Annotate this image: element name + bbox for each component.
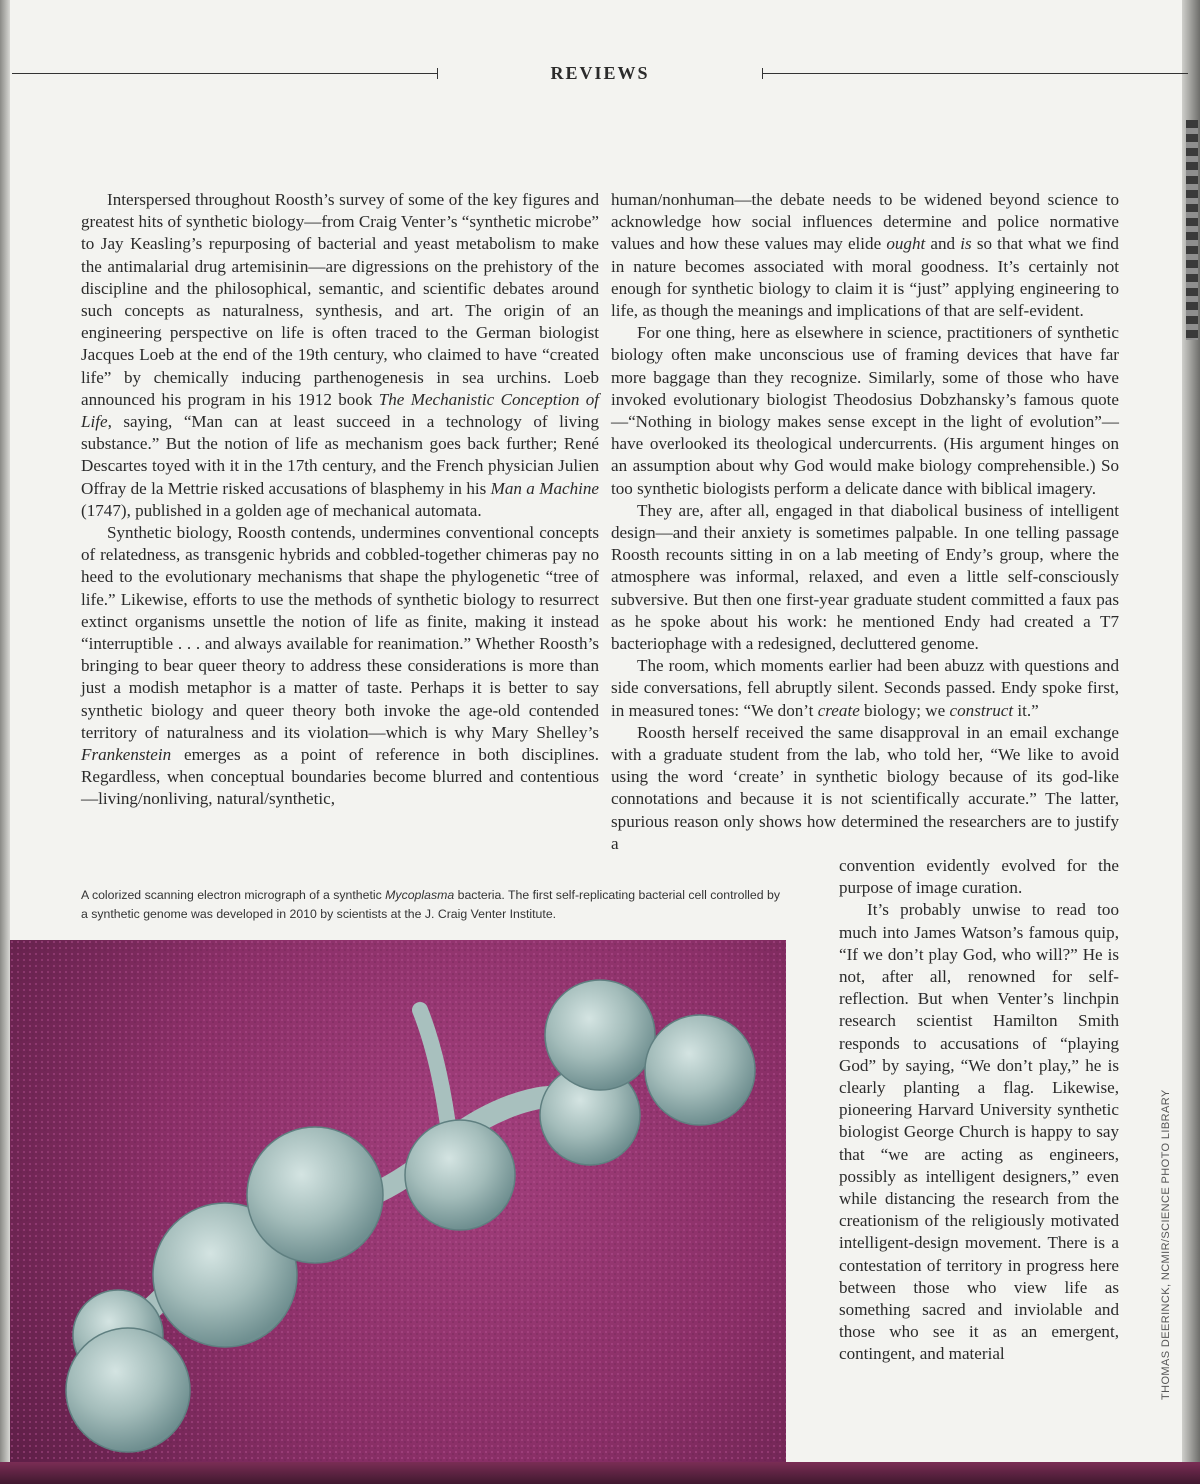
paragraph <box>611 189 1119 322</box>
book-title: Frankenstein <box>81 745 172 765</box>
micrograph-image <box>10 940 786 1462</box>
text-run: Synthetic biology, Roosth contends, undermines conventional concepts of relatedness, as transgenic hybrids and cobbled-together chimeras pay no heed to the evolutionary mechanisms that shape the phylogenetic “tree of life.” Likewise, efforts to use the methods of synthetic biology to resurrect extinct organisms unsettle the notion of life as finite, making it instead “interruptible . . . and always available for reanimation.” Whether Roosth’s bringing to bear queer theory to address these considerations is more than just a modish metaphor is a matter of taste. Perhaps it is better to say synthetic biology and queer theory both invoke the age-old contended territory of naturalness and its violation—which is why Mary Shelley’s <box>81 523 599 742</box>
bacterial-cell <box>645 1015 755 1125</box>
photo-credit: THOMAS DEERINCK, NCMIR/SCIENCE PHOTO LIBRARY <box>1160 1089 1172 1400</box>
text-run: , saying, “Man can at least succeed in a technology of living substance.” But the notion of life as mechanism goes back further; René Descartes toyed with it in the 17th century, and the French physician Julien Offray de la Mettrie risked accusations of blasphemy in his <box>81 412 599 498</box>
micrograph-illustration <box>10 940 786 1462</box>
figure-caption <box>81 886 781 924</box>
text-run: emerges as a point of reference in both disciplines. Regardless, when conceptual boundaries become blurred and contentious—living/nonliving, natural/synthetic, <box>81 745 599 809</box>
paragraph: For one thing, here as elsewhere in science, practitioners of synthetic biology often make unconscious use of framing devices that have far more baggage than they recognize. Similarly, some of those who have invoked evolutionary biologist Theodosius Dobzhansky’s famous quote—“Nothing in biology makes sense except in the light of evolution”—have overlooked its theological undercurrents. (His argument hinges on an assumption about why God would make biology comprehensible.) So too synthetic biologists perform a delicate dance with biblical imagery. <box>611 323 1119 498</box>
header-rule-right <box>762 73 1188 74</box>
column-narrow <box>839 855 1119 1366</box>
column-left <box>81 189 599 811</box>
text-run: bacteria. The first self-replicating bacterial cell controlled by a synthetic genome was developed in 2010 by scientists at the J. Craig Venter Institute. <box>81 888 780 921</box>
bacterial-cell <box>405 1120 515 1230</box>
page-edge-right <box>1182 0 1200 1484</box>
emphasis: is <box>960 234 972 254</box>
paragraph <box>611 655 1119 722</box>
emphasis: ought <box>886 234 926 254</box>
paragraph <box>81 189 599 522</box>
bacterial-cell <box>66 1328 190 1452</box>
paragraph: It’s probably unwise to read too much into James Watson’s famous quip, “If we don’t play God, who will?” He is not, after all, renowned for self-reflection. But when Venter’s linchpin research scientist Hamilton Smith responds to accusations of “playing God” by saying, “We don’t play,” he is clearly planting a flag. Likewise, pioneering Harvard University synthetic biologist George Church is happy to say that “we are acting as engineers, possibly as intelligent designers,” even while distancing the research from the creationism of the religiously motivated intelligent-design movement. There is a contestation of territory in progress here between those who view life as something sacred and inviolable and those who see it as an emergent, contingent, and material <box>839 900 1119 1364</box>
bacterial-cell <box>545 980 655 1090</box>
emphasis: construct <box>949 700 1014 720</box>
paragraph: Roosth herself received the same disapproval in an email exchange with a graduate student from the lab, who told her, “We like to avoid using the word ‘create’ in synthetic biology because of its god-like connotations and because it is not scientifically accurate.” The latter, spurious reason only shows how determined the researchers are to justify a <box>611 722 1119 853</box>
page-edge-left <box>0 0 10 1484</box>
text-run: A colorized scanning electron micrograph of a synthetic <box>81 888 386 902</box>
adjacent-page-strip <box>1186 120 1198 340</box>
header-rule-left <box>12 73 438 74</box>
paragraph: They are, after all, engaged in that diabolical business of intelligent design—and their anxiety is sometimes palpable. In one telling passage Roosth recounts sitting in on a lab meeting of Endy’s group, where the atmosphere was informal, relaxed, and even a little self-consciously subversive. But then one first-year graduate student committed a faux pas as he spoke about his work: he mentioned Endy had created a T7 bacteriophage with a redesigned, decluttered genome. <box>611 500 1119 654</box>
paragraph: convention evidently evolved for the purpose of image curation. <box>839 856 1119 898</box>
emphasis: Mycoplasma <box>385 888 455 902</box>
text-run: and <box>925 234 961 254</box>
page-bottom-edge <box>0 1462 1200 1484</box>
header-rule-left-tick <box>437 68 438 79</box>
text-run: Interspersed throughout Roosth’s survey of some of the key figures and greatest hits of synthetic biology—from Craig Venter’s “synthetic microbe” to Jay Keasling’s repurposing of bacterial and yeast metabolism to make the antimalarial drug artemisinin—are digressions on the prehistory of the discipline and the philosophical, semantic, and scientific debates around such concepts as naturalness, synthesis, and art. The origin of an engineering perspective on life is often traced to the German biologist Jacques Loeb at the end of the 19th century, who claimed to have “created life” by chemically inducing parthenogenesis in sea urchins. Loeb announced his program in his 1912 book <box>81 190 599 409</box>
text-run: it.” <box>1013 700 1039 720</box>
emphasis: create <box>817 700 860 720</box>
bacterial-cell <box>247 1127 383 1263</box>
text-run: The room, which moments earlier had been abuzz with questions and side conversations, fell abruptly silent. Seconds passed. Endy spoke first, in measured tones: “We don’t <box>611 656 1119 720</box>
column-right <box>611 189 1119 855</box>
book-title: The Mechanistic Conception of Life <box>81 389 599 432</box>
section-title: REVIEWS <box>550 63 650 83</box>
book-title: Man a Machine <box>490 478 600 498</box>
text-run: (1747), published in a golden age of mechanical automata. <box>81 500 482 520</box>
text-run: human/nonhuman—the debate needs to be widened beyond science to acknowledge how social influences determine and police normative values and how these values may elide <box>611 190 1119 254</box>
text-run: so that what we find in nature becomes associated with moral goodness. It’s certainly not enough for synthetic biology to claim it is “just” applying engineering to life, as though the meanings and implications of that are self-evident. <box>611 234 1119 321</box>
text-run: biology; we <box>859 700 950 720</box>
paragraph <box>81 522 599 811</box>
